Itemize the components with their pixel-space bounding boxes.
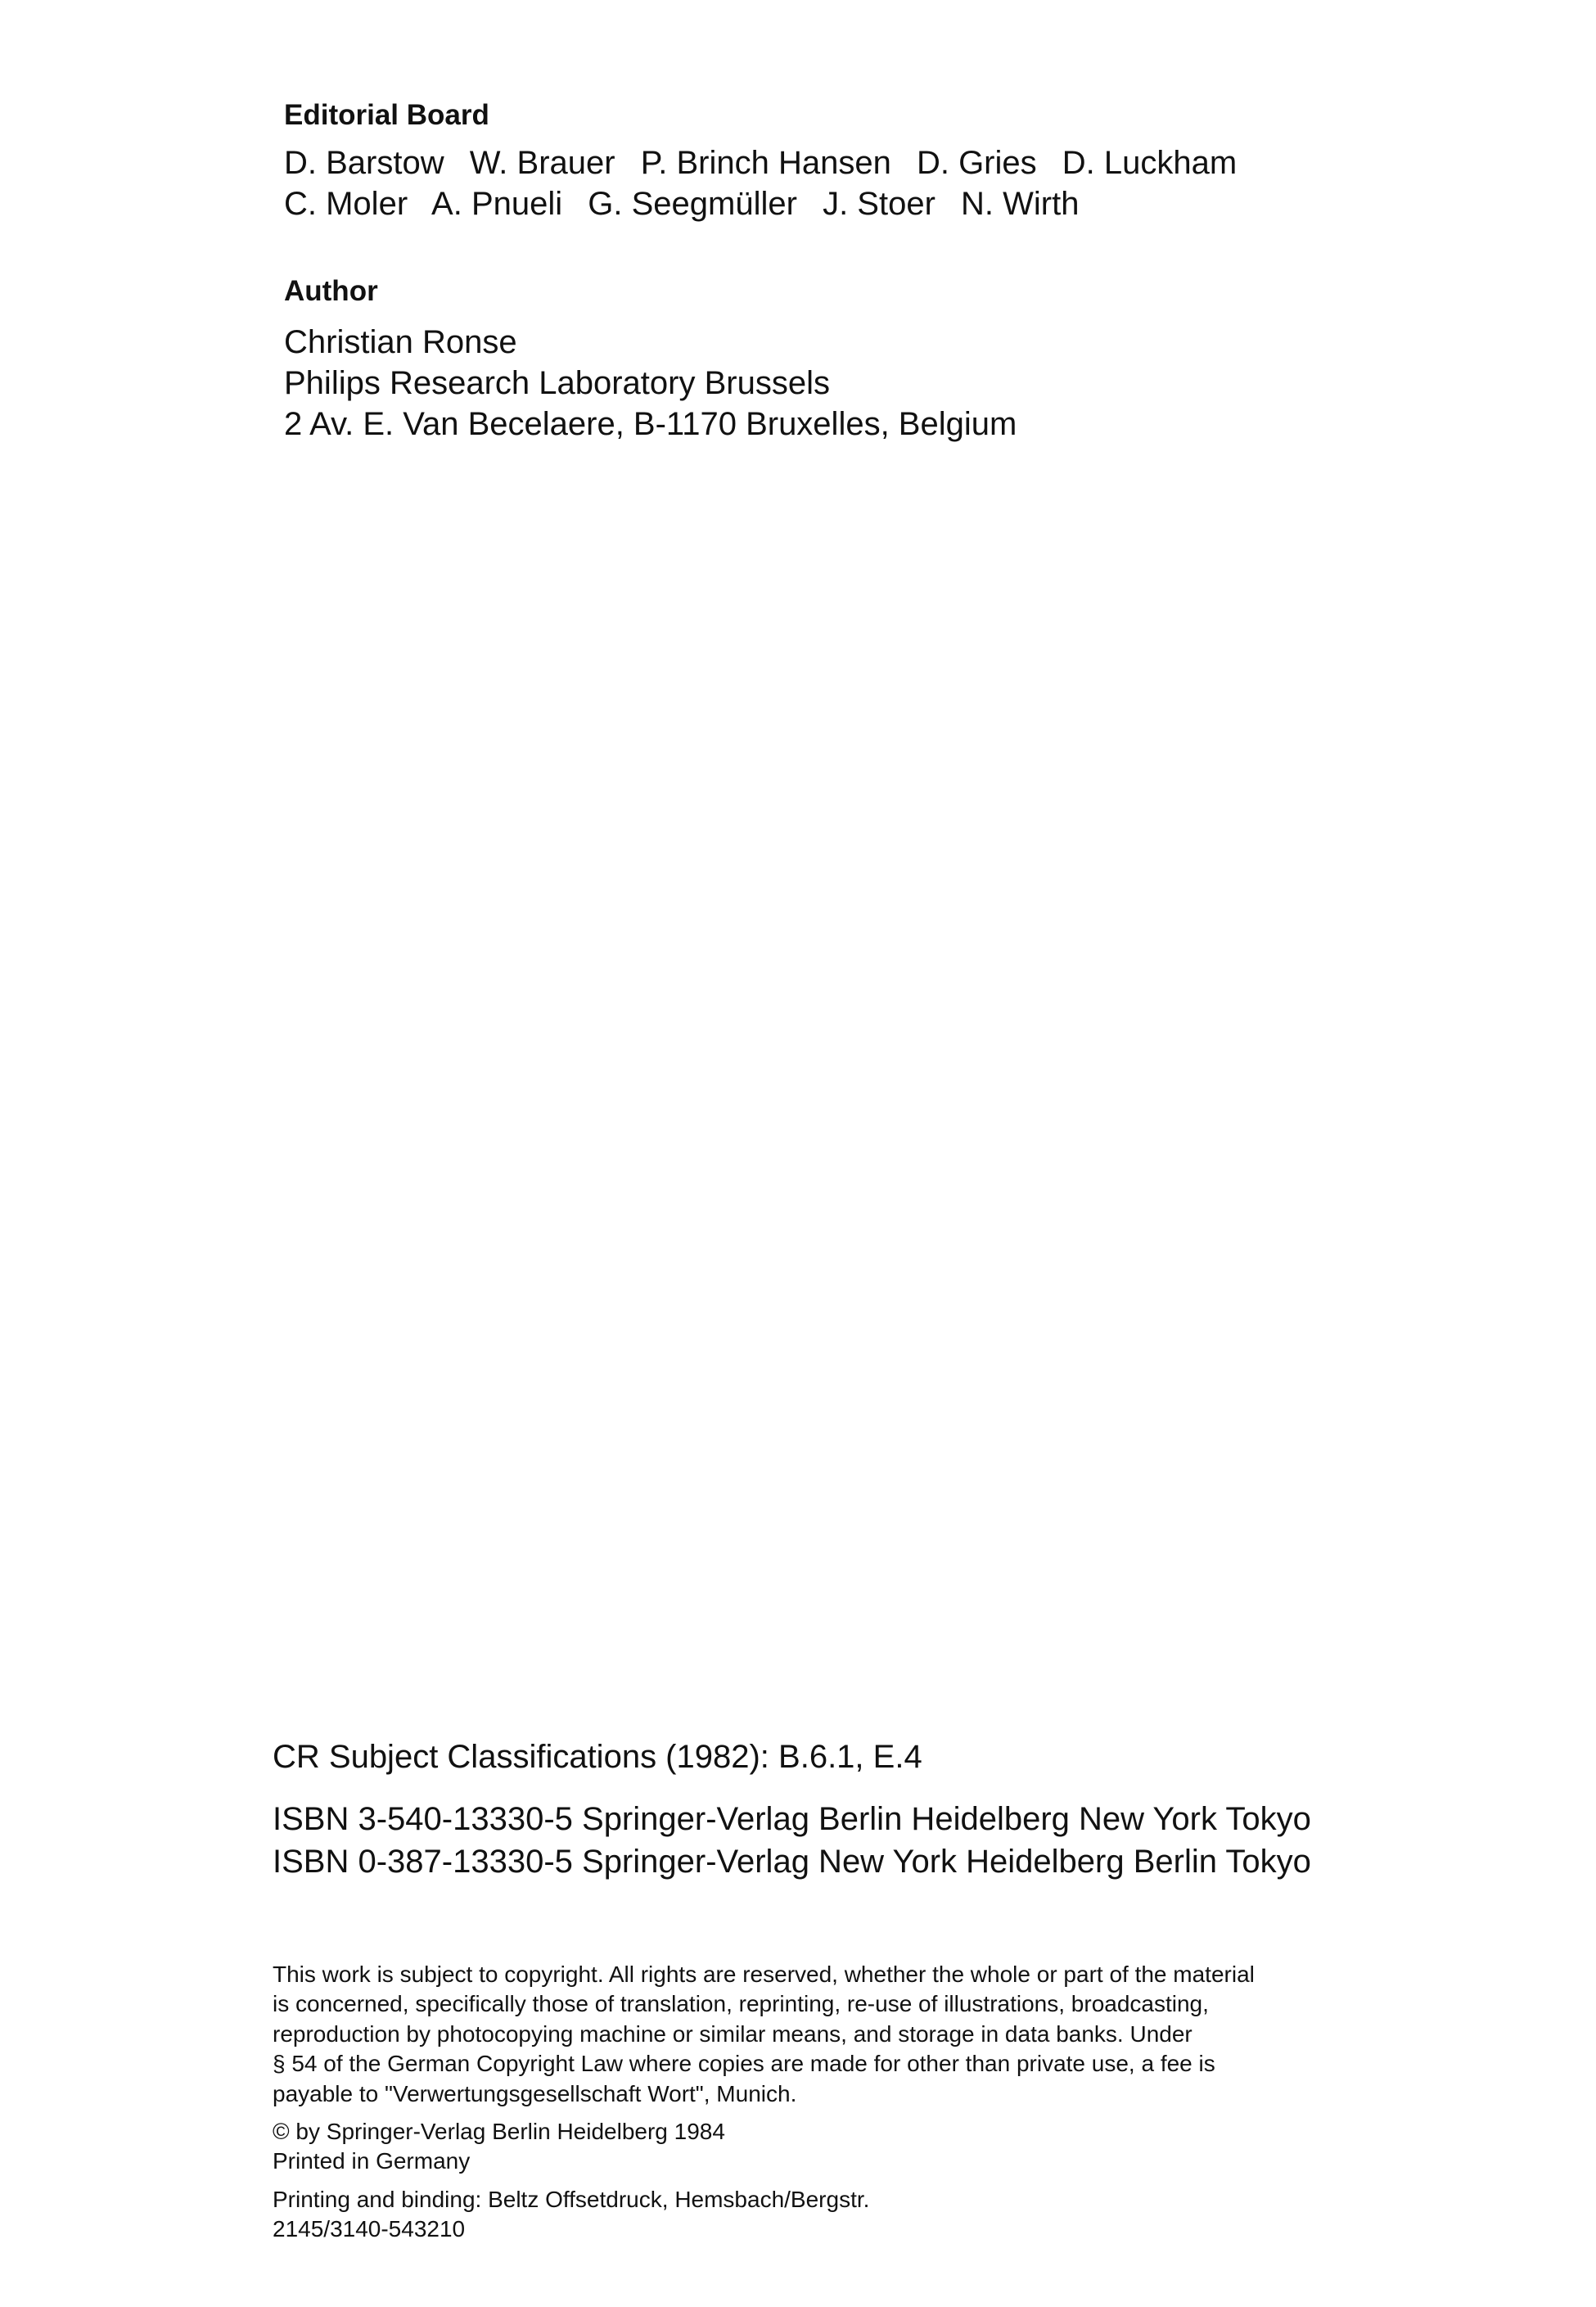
editorial-board-heading: Editorial Board — [284, 99, 489, 131]
copyright-publisher: © by Springer-Verlag Berlin Heidelberg 1984 — [273, 2118, 725, 2144]
editorial-board-line-2 — [284, 183, 1237, 224]
notice-line: payable to "Verwertungsgesellschaft Wort", Munich. — [273, 2080, 797, 2106]
author-name: Christian Ronse — [284, 324, 517, 360]
isbn-line-2: ISBN 0-387-13330-5 Springer-Verlag New York Heidelberg Berlin Tokyo — [273, 1844, 1311, 1880]
board-member: G. Seegmüller — [588, 186, 797, 222]
board-member: P. Brinch Hansen — [640, 145, 891, 181]
copyright-notice — [273, 1960, 1255, 2245]
board-member: C. Moler — [284, 186, 408, 222]
board-member: A. Pnueli — [431, 186, 563, 222]
board-member: D. Barstow — [284, 145, 444, 181]
notice-line: reproduction by photocopying machine or similar means, and storage in data banks. Under — [273, 2020, 1192, 2047]
board-member: W. Brauer — [469, 145, 615, 181]
notice-line: is concerned, specifically those of translation, reprinting, re-use of illustrations, broadcasting, — [273, 1991, 1209, 2017]
print-code: 2145/3140-543210 — [273, 2216, 466, 2242]
cr-subject-classification: CR Subject Classifications (1982): B.6.1, E.4 — [273, 1739, 922, 1775]
board-member: N. Wirth — [961, 186, 1080, 222]
board-member: D. Gries — [916, 145, 1037, 181]
editorial-board-section — [284, 98, 1237, 224]
author-heading: Author — [284, 275, 378, 307]
classification-section — [273, 1736, 1311, 1883]
notice-line: This work is subject to copyright. All rights are reserved, whether the whole or part of the material — [273, 1962, 1255, 1987]
board-member: J. Stoer — [823, 186, 936, 222]
printed-in: Printed in Germany — [273, 2148, 471, 2174]
author-section — [284, 274, 1017, 445]
editorial-board-line-1 — [284, 142, 1237, 183]
board-member: D. Luckham — [1062, 145, 1238, 181]
isbn-line-1: ISBN 3-540-13330-5 Springer-Verlag Berlin Heidelberg New York Tokyo — [273, 1801, 1311, 1837]
author-address: 2 Av. E. Van Becelaere, B-1170 Bruxelles, Belgium — [284, 406, 1017, 442]
printing-binding: Printing and binding: Beltz Offsetdruck, Hemsbach/Bergstr. — [273, 2186, 870, 2212]
notice-line: § 54 of the German Copyright Law where copies are made for other than private use, a fee is — [273, 2051, 1215, 2077]
author-affiliation: Philips Research Laboratory Brussels — [284, 365, 830, 401]
